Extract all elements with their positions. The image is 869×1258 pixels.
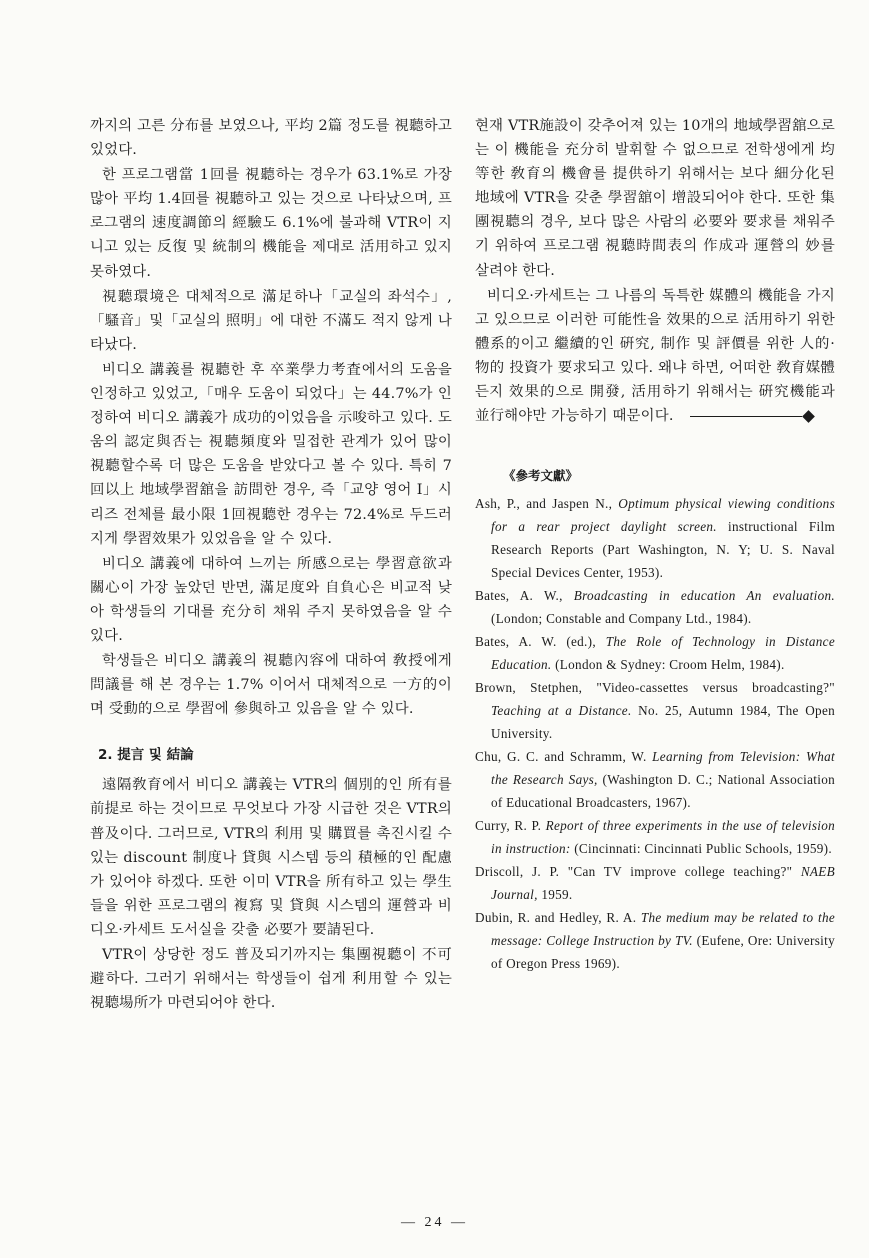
right-column <box>475 114 835 975</box>
reference-title: Report of three experiments in the use of television in instruction: <box>491 818 835 857</box>
reference-title: The medium may be related to the message: College Instruction by TV. <box>491 910 835 949</box>
end-of-article-mark <box>678 404 813 428</box>
reference-entry <box>475 630 835 676</box>
reference-authors: Driscoll, J. P. "Can TV improve college teaching?" <box>475 864 801 880</box>
reference-entry <box>475 745 835 814</box>
body-paragraph: 視聽環境은 대체적으로 滿足하나「교실의 좌석수」,「騷音」및「교실의 照明」에 대한 不滿도 적지 않게 나타났다. <box>90 288 452 353</box>
body-paragraph: VTR이 상당한 정도 普及되기까지는 集團視聽이 不可避하다. 그러기 위해서는 학생들이 쉽게 利用할 수 있는 視聽場所가 마련되어야 한다. <box>90 947 452 1012</box>
end-rule <box>690 416 802 417</box>
reference-details: No. 25, Autumn 1984, The Open University. <box>491 703 835 742</box>
reference-authors: Ash, P., and Jaspen N., <box>475 496 619 512</box>
reference-entry <box>475 492 835 584</box>
reference-entry <box>475 584 835 630</box>
reference-title: NAEB Journal, <box>491 864 835 903</box>
reference-authors: Bates, A. W., <box>475 588 574 604</box>
reference-details: (Eufene, Ore: University of Oregon Press 1969). <box>491 933 835 972</box>
reference-details: 1959. <box>537 887 573 903</box>
reference-title: The Role of Technology in Distance Education. <box>491 634 835 673</box>
reference-details: (London & Sydney: Croom Helm, 1984). <box>551 657 785 673</box>
page-number: — 24 — <box>401 1215 468 1230</box>
body-paragraph: 현재 VTR施設이 갖추어져 있는 10개의 地域學習舘으로는 이 機能을 充分히 발휘할 수 없으므로 전학생에게 均等한 敎育의 機會를 提供하기 위해서는 보다 細分化된 地域에 VTR을 갖춘 學習舘이 增設되어야 한다. 또한 集團視聽의 경우, 보다 많은 사람의 必要와 要求를 채워주기 위하여 프로그램 視聽時間表의 作成과 運營의 妙를 살려야 한다. <box>475 118 835 279</box>
body-paragraph <box>475 284 835 429</box>
reference-details: (Washington D. C.; National Association of Educational Broadcasters, 1967). <box>491 772 835 811</box>
body-paragraph-text: 비디오·카세트는 그 나름의 독특한 媒體의 機能을 가지고 있으므로 이러한 可能性을 效果的으로 活用하기 위한 體系的이고 繼續的인 硏究, 制作 및 評價를 위한 人的·物的 投資가 要求되고 있다. 왜냐 하면, 어떠한 敎育媒體든지 效果的으로 開發, 活用하기 위해서는 硏究機能과 並行해야만 가능하기 때문이다. <box>475 287 835 425</box>
reference-authors: Curry, R. P. <box>475 818 546 834</box>
reference-authors: Brown, Stetphen, "Video-cassettes versus broadcasting?" <box>475 680 835 696</box>
references-list <box>475 492 835 975</box>
reference-title: Optimum physical viewing conditions for a rear project daylight screen. <box>491 496 836 535</box>
reference-authors: Dubin, R. and Hedley, R. A. <box>475 910 641 926</box>
body-paragraph: 까지의 고른 分布를 보였으나, 平均 2篇 정도를 視聽하고 있었다. <box>90 118 452 159</box>
reference-authors: Bates, A. W. (ed.), <box>475 634 606 650</box>
reference-details: instructional Film Research Reports (Part Washington, N. Y; U. S. Naval Special Devices Center, 1953). <box>491 519 836 581</box>
reference-title: Learning from Television: What the Research Says, <box>491 749 835 788</box>
reference-authors: Chu, G. C. and Schramm, W. <box>475 749 653 765</box>
body-paragraph: 遠隔敎育에서 비디오 講義는 VTR의 個別的인 所有를 前提로 하는 것이므로 무엇보다 가장 시급한 것은 VTR의 普及이다. 그러므로, VTR의 利用 및 購買를 촉진시킬 수 있는 discount 制度나 貸與 시스템 등의 積極的인 配慮가 있어야 하겠다. 또한 이미 VTR을 所有하고 있는 學生들을 위한 프로그램의 複寫 및 貸與 시스템의 運營과 비디오·카세트 도서실을 갖출 必要가 要請된다. <box>90 777 452 938</box>
reference-entry <box>475 676 835 745</box>
reference-entry <box>475 814 835 860</box>
section-heading: 2. 提言 및 結論 <box>98 747 194 764</box>
reference-entry <box>475 906 835 975</box>
body-paragraph: 학생들은 비디오 講義의 視聽內容에 대하여 敎授에게 問議를 해 본 경우는 1.7% 이어서 대체적으로 一方的이며 受動的으로 學習에 參與하고 있음을 알 수 있다. <box>90 653 452 718</box>
reference-details: (London; Constable and Company Ltd., 1984). <box>491 611 752 627</box>
reference-details: (Cincinnati: Cincinnati Public Schools, 1959). <box>570 841 832 857</box>
body-paragraph: 한 프로그램當 1回를 視聽하는 경우가 63.1%로 가장 많아 平均 1.4回를 視聽하고 있는 것으로 나타났으며, 프로그램의 速度調節의 經驗도 6.1%에 불과해 VTR이 지니고 있는 反復 및 統制의 機能을 제대로 活用하고 있지 못하였다. <box>90 167 452 280</box>
references-heading: 《參考文獻》 <box>503 468 579 484</box>
diamond-icon <box>802 410 815 423</box>
reference-title: Broadcasting in education An evaluation. <box>573 588 835 604</box>
body-paragraph: 비디오 講義를 視聽한 후 卒業學力考査에서의 도움을 인정하고 있었고,「매우 도움이 되었다」는 44.7%가 인정하여 비디오 講義가 成功的이었음을 示唆하고 있다. 도움의 認定與否는 視聽頻度와 밀접한 관계가 있어 많이 視聽할수록 더 많은 도움을 받았다고 볼 수 있다. 특히 7回以上 地域學習舘을 訪問한 경우, 즉「교양 영어 I」시리즈 전체를 最小限 1回視聽한 경우는 72.4%로 두드러지게 學習效果가 있었음을 알 수 있다. <box>90 361 452 547</box>
body-paragraph: 비디오 講義에 대하여 느끼는 所感으로는 學習意欲과 關心이 가장 높았던 반면, 滿足度와 自負心은 비교적 낮아 학생들의 기대를 充分히 채워 주지 못하였음을 알 수 있다. <box>90 555 452 644</box>
reference-title: Teaching at a Distance. <box>491 703 632 719</box>
left-column <box>90 114 452 1016</box>
reference-entry <box>475 860 835 906</box>
